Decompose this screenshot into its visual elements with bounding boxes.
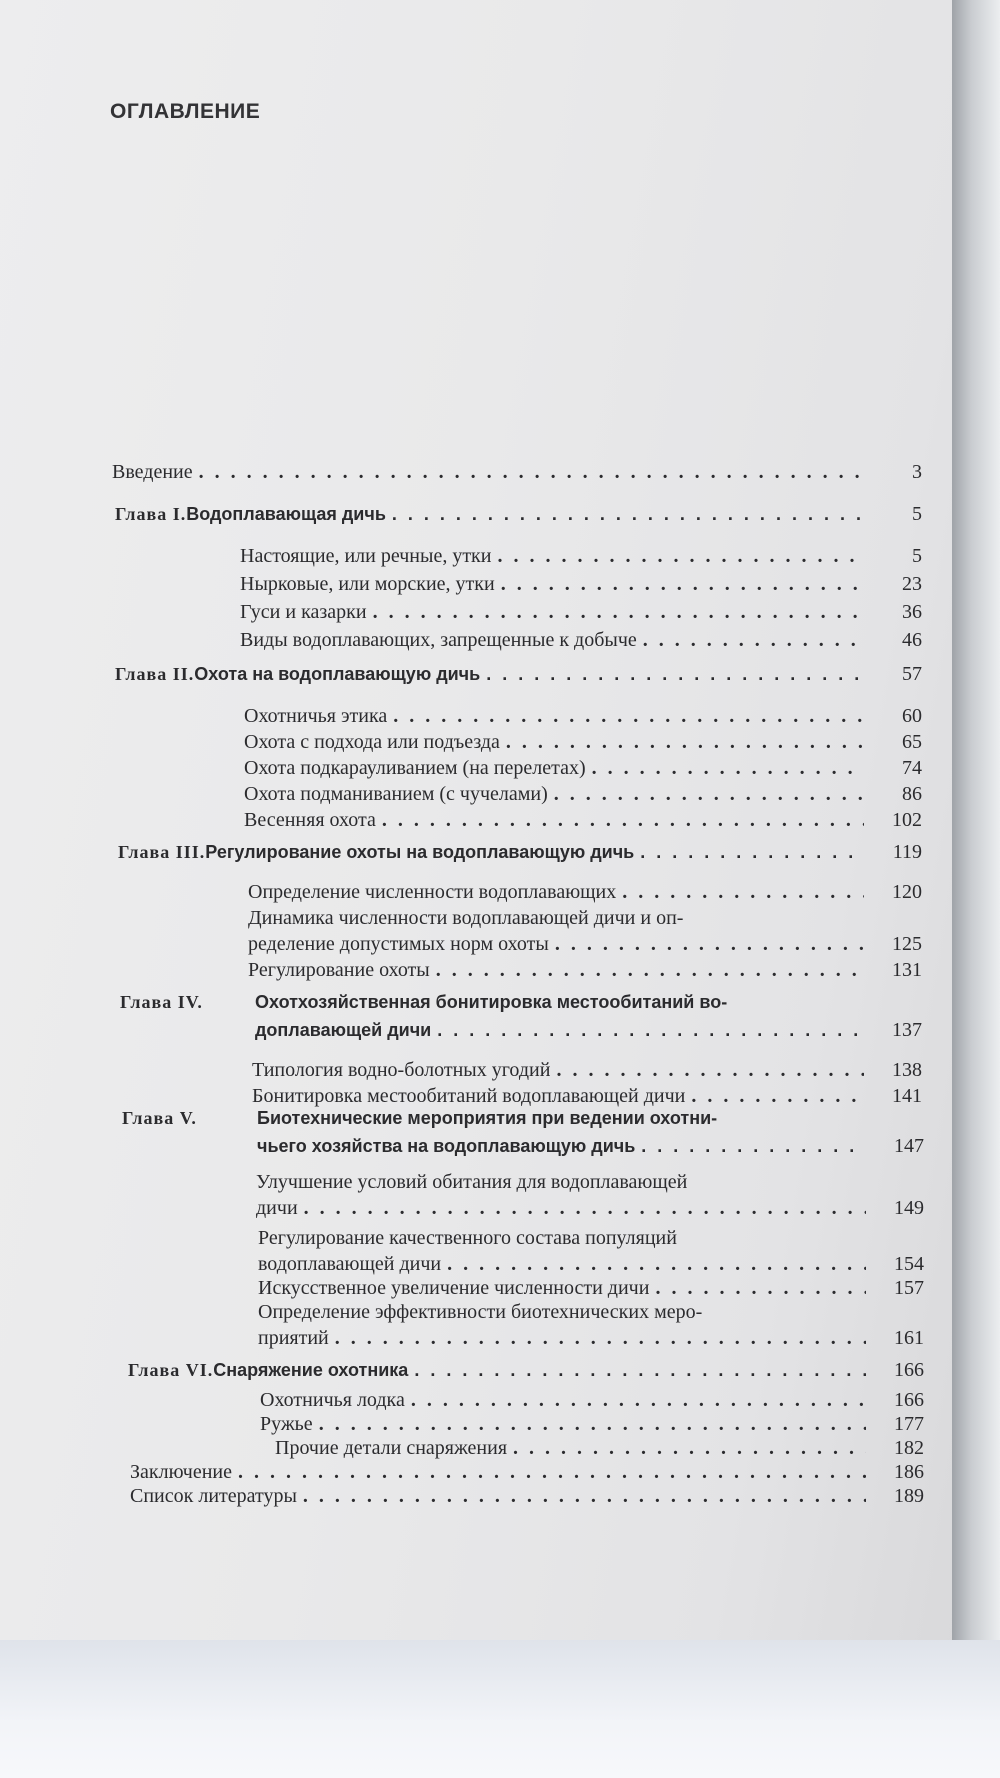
section-title-line2: водоплавающей дичи [258,1253,442,1275]
toc-chapter-4-line1 [120,988,727,1016]
chapter-label: Глава VI. [128,1360,214,1380]
section-page: 177 [894,1413,924,1435]
section-page: 182 [894,1437,924,1459]
section-title-line1: Определение эффективности биотехнических меро- [258,1301,703,1323]
section-title: Охота подкарауливанием (на перелетах) [244,757,586,779]
toc-section [244,728,922,756]
chapter-page: 57 [902,663,922,685]
chapter-title: Снаряжение охотника [213,1360,409,1380]
toc-chapter-5-line1 [122,1104,717,1132]
chapter-label: Глава II. [115,664,195,684]
section-title: Охотничья этика [244,705,388,727]
chapter-page: 119 [892,841,922,863]
section-page: 166 [894,1389,924,1411]
toc-section [252,1056,922,1084]
toc-section [244,754,922,782]
toc-chapter-3 [118,838,922,866]
section-page: 157 [894,1277,924,1299]
section-page: 125 [892,933,922,955]
entry-title: Заключение [130,1461,232,1483]
toc-section [258,1324,924,1352]
entry-page: 186 [894,1461,924,1483]
section-title: Бонитировка местообитаний водоплавающей дичи [252,1085,686,1107]
toc-chapter-5-line2 [257,1132,924,1160]
toc-section [244,806,922,834]
section-page: 141 [892,1085,922,1107]
chapter-label: Глава IV. [120,992,203,1012]
toc-section [244,780,922,808]
chapter-title: Охота на водоплавающую дичь [194,664,481,684]
toc-section [256,1194,924,1222]
chapter-page: 137 [892,1019,922,1041]
section-page: 154 [894,1253,924,1275]
section-page: 5 [912,545,922,567]
chapter-label: Глава III. [118,842,206,862]
entry-title: Введение [112,461,193,483]
section-title: Виды водоплавающих, запрещенные к добыче [240,629,637,651]
section-page: 102 [892,809,922,831]
toc-chapter-4-line2 [255,1016,922,1044]
section-title: Охота подманиванием (с чучелами) [244,783,548,805]
section-page: 74 [902,757,922,779]
section-page: 86 [902,783,922,805]
toc-section [248,878,922,906]
toc-entry-intro [112,458,922,486]
chapter-page: 166 [894,1359,924,1381]
section-title-line1: Динамика численности водоплавающей дичи и оп- [248,907,684,929]
section-title-line2: ределение допустимых норм охоты [248,933,549,955]
section-page: 60 [902,705,922,727]
section-title: Регулирование охоты [248,959,430,981]
toc-section [248,956,922,984]
section-title-line1: Регулирование качественного состава популяций [258,1227,677,1249]
section-page: 161 [894,1327,924,1349]
section-title: Типология водно-болотных угодий [252,1059,551,1081]
section-title-line2: приятий [258,1327,329,1349]
section-page: 23 [902,573,922,595]
section-title: Настоящие, или речные, утки [240,545,492,567]
section-title: Весенняя охота [244,809,376,831]
page-edge-shadow [952,0,1000,1660]
toc-heading: ОГЛАВЛЕНИЕ [110,100,261,123]
chapter-title-line1: Охотхозяйственная бонитировка местообитаний во- [255,992,728,1012]
section-page: 149 [894,1197,924,1219]
toc-chapter-2 [115,660,922,688]
toc-section [244,702,922,730]
toc-section [240,570,922,598]
section-title: Прочие детали снаряжения [275,1437,508,1459]
toc-section [240,542,922,570]
chapter-title-line2: доплавающей дичи [255,1020,432,1040]
section-title: Гуси и казарки [240,601,367,623]
chapter-title: Водоплавающая дичь [186,504,386,524]
section-title: Искусственное увеличение численности дичи [258,1277,650,1299]
chapter-label: Глава I. [115,504,187,524]
section-page: 138 [892,1059,922,1081]
toc-section [240,598,922,626]
section-title: Охота с подхода или подъезда [244,731,500,753]
section-title: Охотничья лодка [260,1389,405,1411]
chapter-title: Регулирование охоты на водоплавающую дичь [205,842,635,862]
chapter-label: Глава V. [122,1108,197,1128]
entry-title: Список литературы [130,1485,297,1507]
chapter-page: 147 [894,1135,924,1157]
section-title-line2: дичи [256,1197,298,1219]
toc-section [240,626,922,654]
section-page: 65 [902,731,922,753]
section-title-line1: Улучшение условий обитания для водоплавающей [256,1171,688,1193]
entry-page: 3 [912,461,922,483]
section-page: 36 [902,601,922,623]
section-title: Нырковые, или морские, утки [240,573,495,595]
section-page: 131 [892,959,922,981]
section-page: 46 [902,629,922,651]
toc-chapter-6 [128,1356,924,1384]
background-surface [0,1640,1000,1778]
chapter-title-line2: чьего хозяйства на водоплавающую дичь [257,1136,636,1156]
chapter-page: 5 [912,503,922,525]
section-page: 120 [892,881,922,903]
toc-entry-references [130,1482,924,1510]
entry-page: 189 [894,1485,924,1507]
section-title: Ружье [260,1413,313,1435]
section-title: Определение численности водоплавающих [248,881,617,903]
chapter-title-line1: Биотехнические мероприятия при ведении охотни- [257,1108,718,1128]
toc-chapter-1 [115,500,922,528]
toc-section [248,930,922,958]
